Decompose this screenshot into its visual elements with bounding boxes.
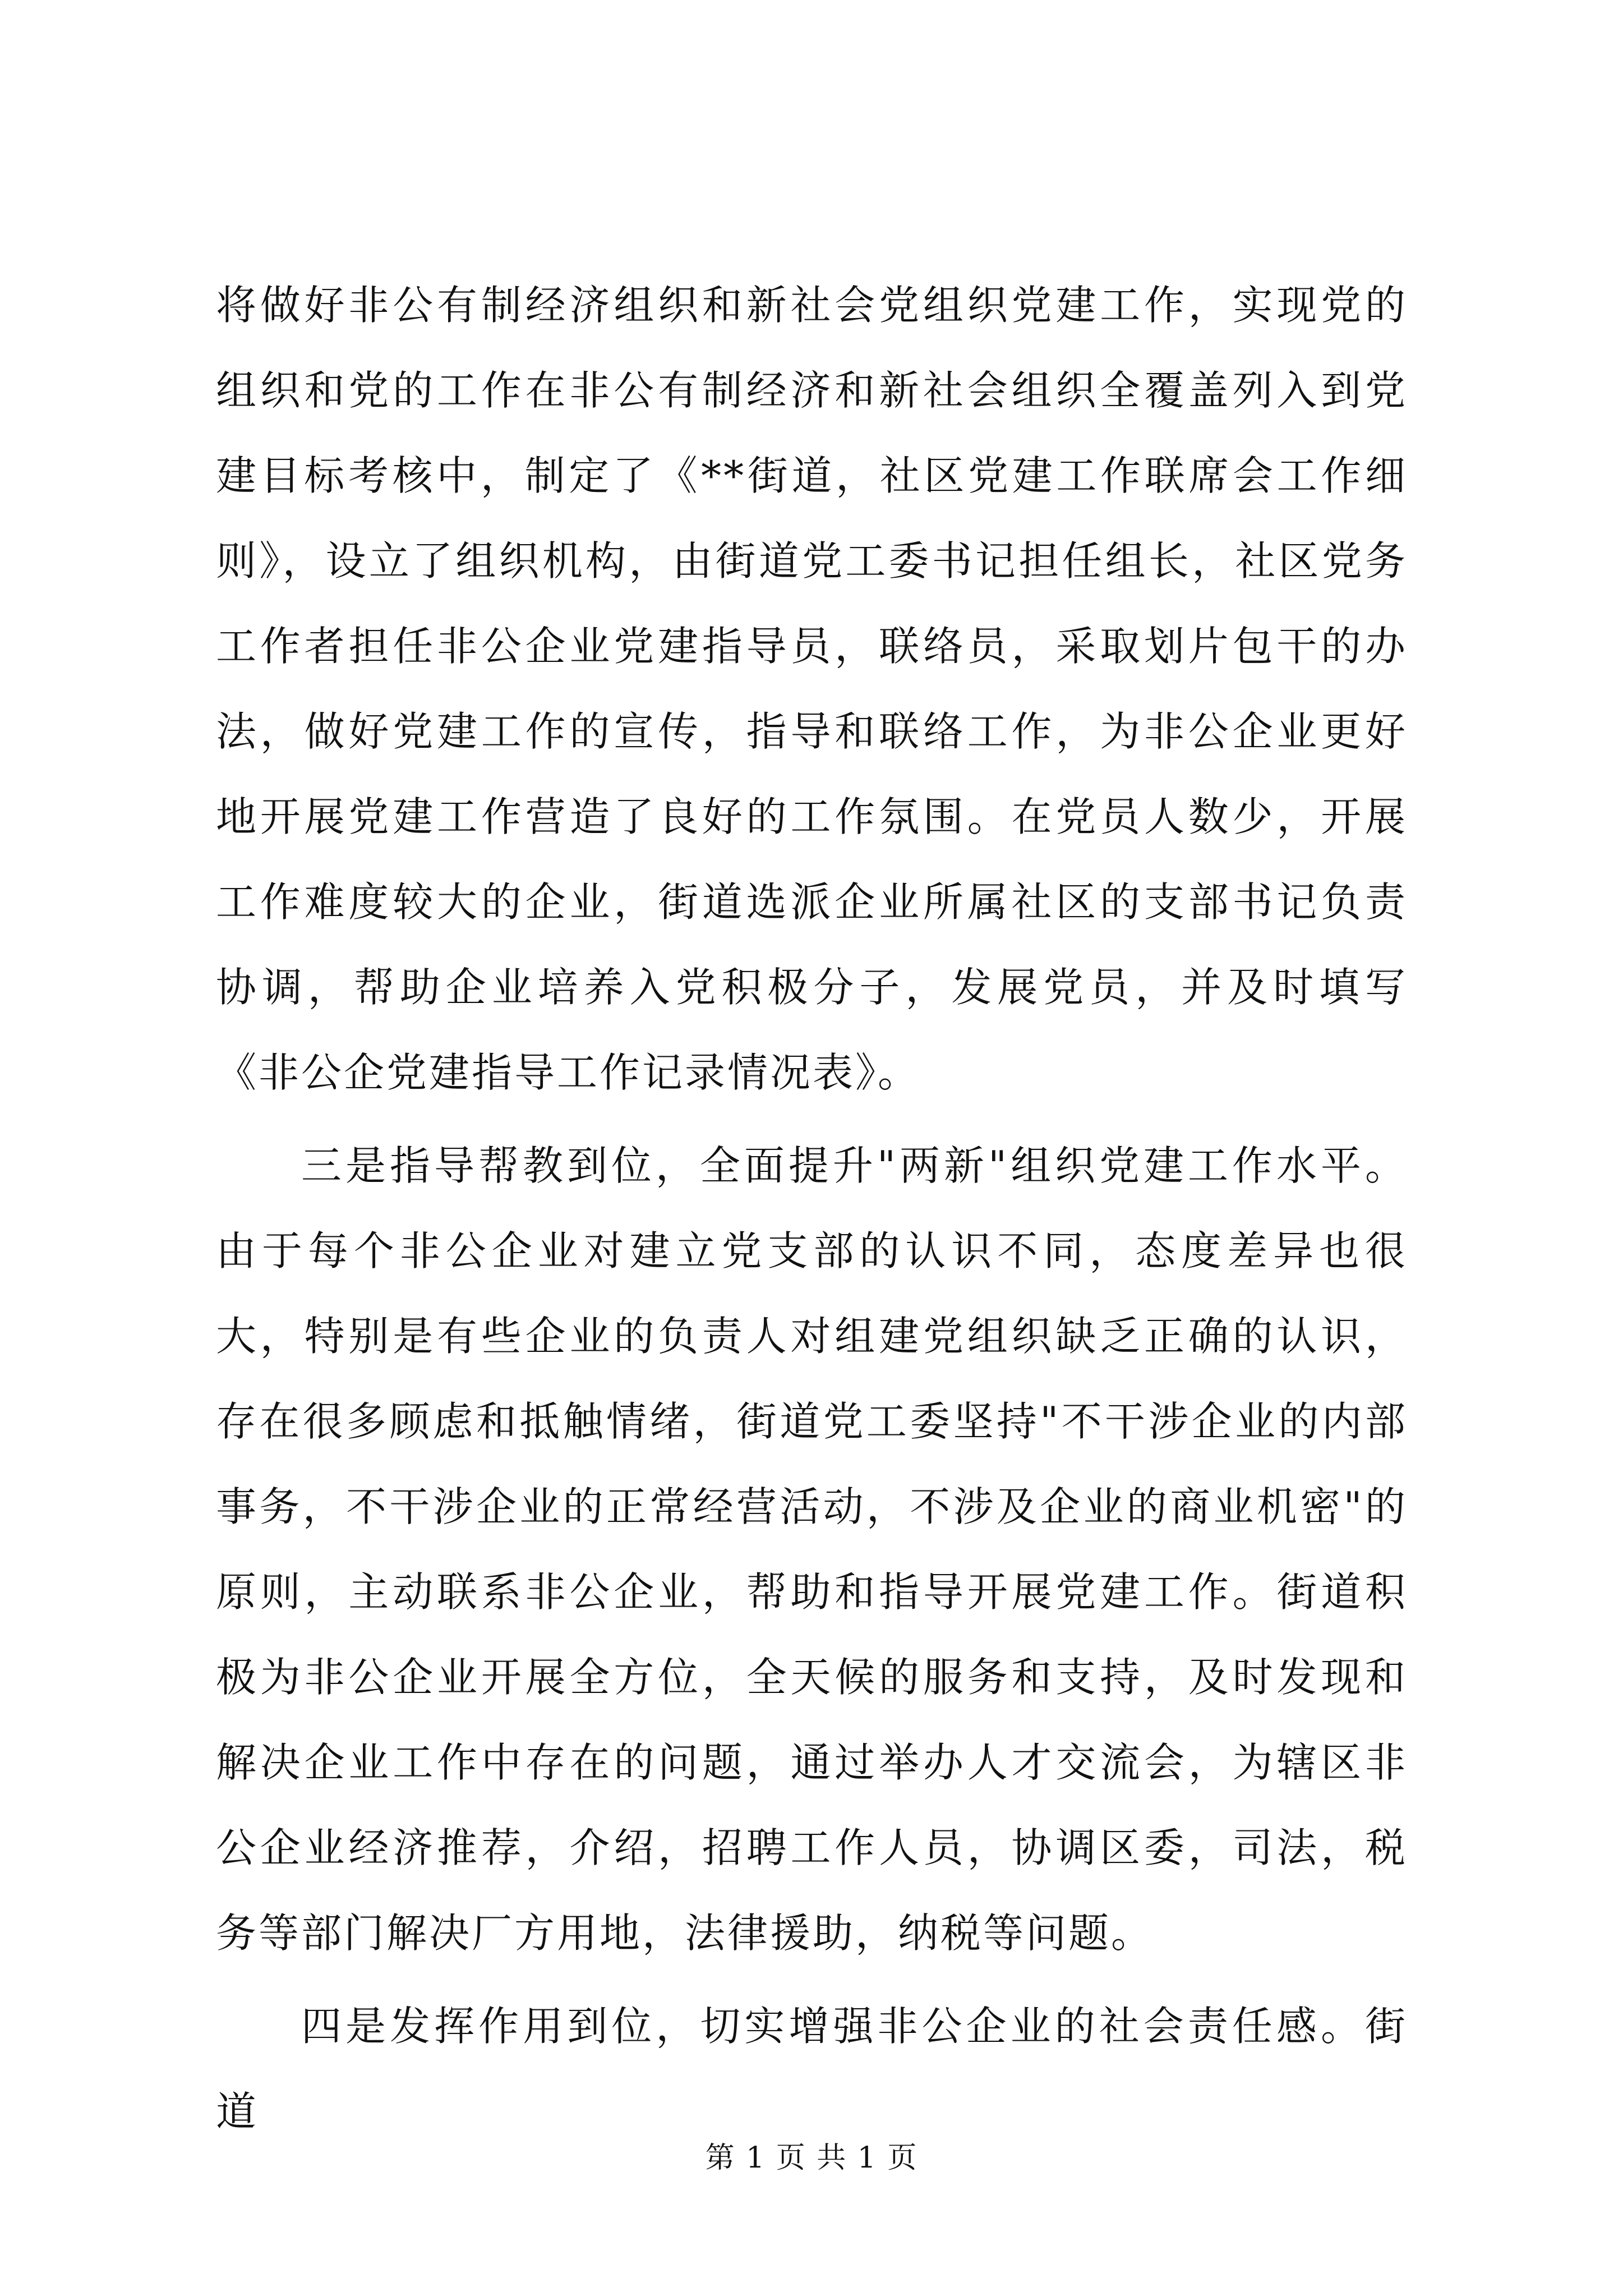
- document-body: [216, 263, 1408, 2154]
- paragraph-continued: 将做好非公有制经济组织和新社会党组织党建工作，实现党的组织和党的工作在非公有制经济和新社会组织全覆盖列入到党建目标考核中，制定了《**街道，社区党建工作联席会工作细则》，设立了组织机构，由街道党工委书记担任组长，社区党务工作者担任非公企业党建指导员，联络员，采取划片包干的办法，做好党建工作的宣传，指导和联络工作，为非公企业更好地开展党建工作营造了良好的工作氛围。在党员人数少，开展工作难度较大的企业，街道选派企业所属社区的支部书记负责协调，帮助企业培养入党积极分子，发展党员，并及时填写《非公企党建指导工作记录情况表》。: [216, 282, 1408, 1096]
- paragraph-point-four: 四是发挥作用到位，切实增强非公企业的社会责任感。街道: [216, 2003, 1408, 2135]
- paragraph-point-three: 三是指导帮教到位，全面提升"两新"组织党建工作水平。由于每个非公企业对建立党支部的认识不同，态度差异也很大，特别是有些企业的负责人对组建党组织缺乏正确的认识，存在很多顾虑和抵触情绪，街道党工委坚持"不干涉企业的内部事务，不干涉企业的正常经营活动，不涉及企业的商业机密"的原则，主动联系非公企业，帮助和指导开展党建工作。街道积极为非公企业开展全方位，全天候的服务和支持，及时发现和解决企业工作中存在的问题，通过举办人才交流会，为辖区非公企业经济推荐，介绍，招聘工作人员，协调区委，司法，税务等部门解决厂方用地，法律援助，纳税等问题。: [216, 1142, 1408, 1957]
- page-footer: 第 1 页 共 1 页: [705, 2141, 918, 2175]
